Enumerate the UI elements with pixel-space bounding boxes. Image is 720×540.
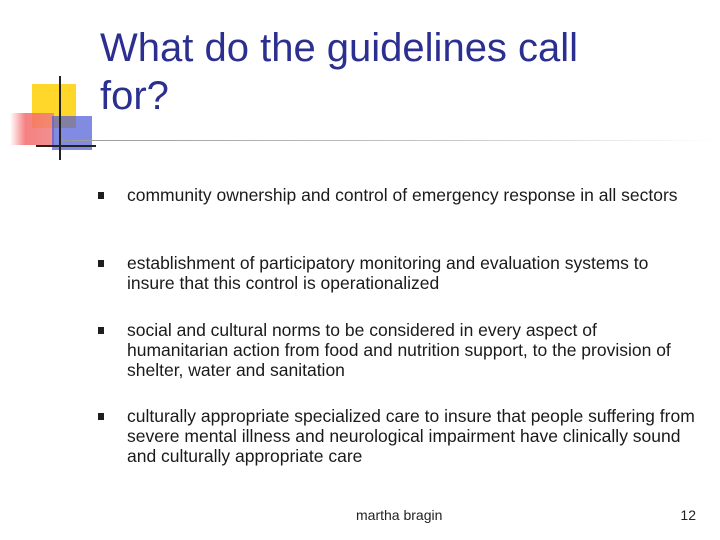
footer-author: martha bragin <box>356 507 443 523</box>
bullet-item <box>98 253 698 293</box>
page-number: 12 <box>680 507 696 523</box>
bullet-square-icon <box>98 327 104 334</box>
bullet-item <box>98 320 698 380</box>
title-underline <box>62 140 718 141</box>
decorative-horizontal-line <box>36 145 96 147</box>
decorative-vertical-line <box>59 76 61 160</box>
bullet-text: establishment of participatory monitoring and evaluation systems to insure that this control is operationalized <box>127 253 649 293</box>
decorative-red-bar <box>10 113 54 145</box>
bullet-text: social and cultural norms to be considered in every aspect of humanitarian action from food and nutrition support, to the provision of shelter, water and sanitation <box>127 320 671 380</box>
bullet-square-icon <box>98 413 104 420</box>
slide-title-line-2: for? <box>100 74 169 118</box>
bullet-item <box>98 185 698 205</box>
bullet-square-icon <box>98 260 104 267</box>
bullet-square-icon <box>98 192 104 199</box>
slide-title <box>100 24 700 120</box>
bullet-item <box>98 406 698 466</box>
bullet-text: culturally appropriate specialized care to insure that people suffering from severe mental illness and neurological impairment have clinically sound and culturally appropriate care <box>127 406 695 466</box>
slide-title-line-1: What do the guidelines call <box>100 26 579 70</box>
bullet-text: community ownership and control of emergency response in all sectors <box>127 185 678 205</box>
